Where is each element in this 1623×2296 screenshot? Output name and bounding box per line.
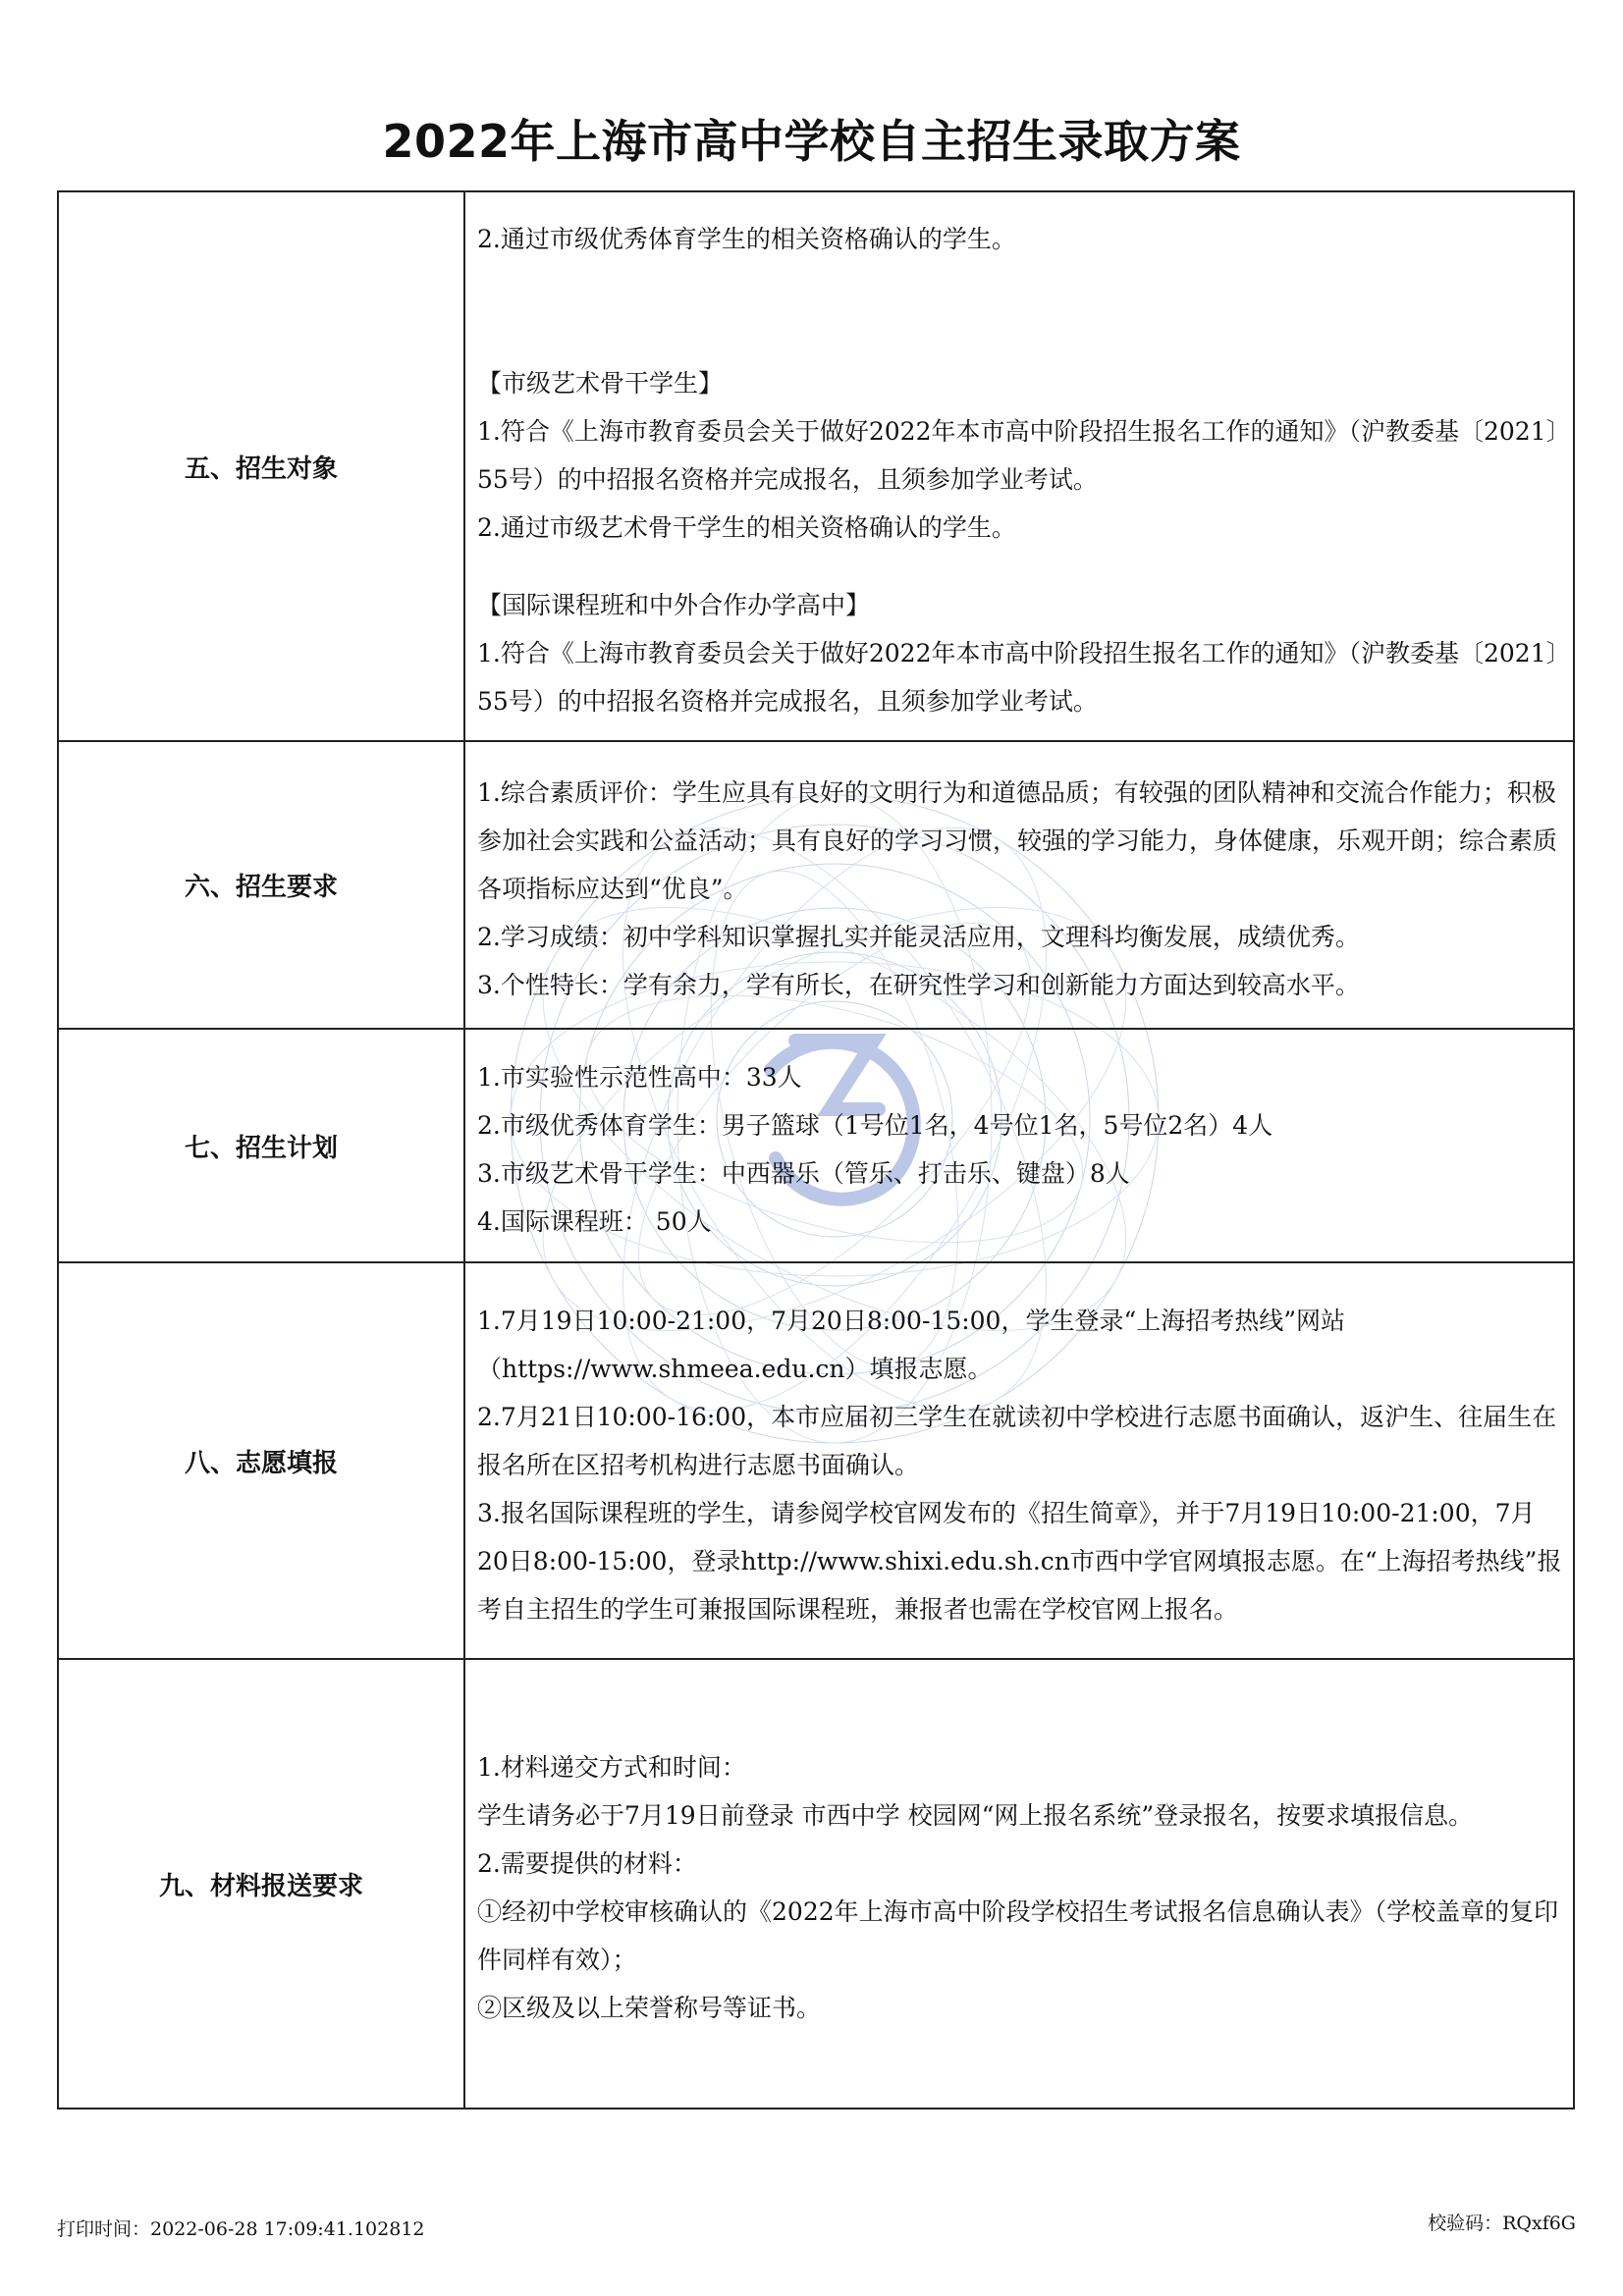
row-content (464, 1029, 1574, 1262)
content-line: 1.市实验性示范性高中：33人 (477, 1063, 802, 1092)
print-time: 打印时间：2022-06-28 17:09:41.102812 (57, 2218, 425, 2240)
blank-line (477, 263, 1565, 311)
row-content (464, 1659, 1574, 2109)
content-line: 1.符合《上海市教育委员会关于做好2022年本市高中阶段招生报名工作的通知》（沪教委基〔2021〕55号）的中招报名资格并完成报名，且须参加学业考试。 (477, 417, 1559, 494)
content-line: 3.个性特长：学有余力，学有所长，在研究性学习和创新能力方面达到较高水平。 (477, 971, 1360, 999)
table-row (58, 1029, 1574, 1262)
content-line: 1.7月19日10:00-21:00，7月20日8:00-15:00，学生登录“上海招考热线”网站（https://www.shmeea.edu.cn）填报志愿。 (477, 1306, 1346, 1383)
content-line: 4.国际课程班： 50人 (477, 1207, 712, 1236)
content-line: 学生请务必于7月19日前登录 市西中学 校园网“网上报名系统”登录报名，按要求填报信息。 (477, 1801, 1474, 1830)
table-row (58, 1262, 1574, 1659)
row-content (464, 191, 1574, 741)
content-line: 1.材料递交方式和时间： (477, 1753, 746, 1782)
content-line: 3.市级艺术骨干学生：中西器乐（管乐、打击乐、键盘）8人 (477, 1159, 1130, 1188)
row-content (464, 1262, 1574, 1659)
row-label: 五、招生对象 (58, 191, 464, 741)
content-line: 2.市级优秀体育学生：男子篮球（1号位1名，4号位1名，5号位2名）4人 (477, 1111, 1273, 1140)
row-label: 八、志愿填报 (58, 1262, 464, 1659)
content-line: ①经初中学校审核确认的《2022年上海市高中阶段学校招生考试报名信息确认表》（学校盖章的复印件同样有效）； (477, 1897, 1559, 1974)
document-title: 2022年上海市高中学校自主招生录取方案 (382, 115, 1241, 168)
content-line: 2.需要提供的材料： (477, 1849, 697, 1878)
row-label: 七、招生计划 (58, 1029, 464, 1262)
section-heading: 【市级艺术骨干学生】 (477, 369, 724, 398)
content-line: 2.学习成绩：初中学科知识掌握扎实并能灵活应用，文理科均衡发展，成绩优秀。 (477, 923, 1360, 951)
content-line: ②区级及以上荣誉称号等证书。 (477, 1994, 822, 2022)
section-heading: 【国际课程班和中外合作办学高中】 (477, 591, 871, 619)
blank-line (477, 552, 1565, 581)
content-line: 3.报名国际课程班的学生，请参阅学校官网发布的《招生简章》，并于7月19日10:00-21:00，7月20日8:00-15:00，登录http://www.shixi.edu.sh.cn市西中学官网填报志愿。在“上海招考热线”报考自主招生的学生可兼报国际课程班，兼报者也需在学校官网上报名。 (477, 1498, 1562, 1624)
content-line: 2.通过市级优秀体育学生的相关资格确认的学生。 (477, 225, 1016, 253)
content-line: 2.通过市级艺术骨干学生的相关资格确认的学生。 (477, 513, 1016, 542)
row-label: 六、招生要求 (58, 741, 464, 1029)
content-line: 1.综合素质评价：学生应具有良好的文明行为和道德品质；有较强的团队精神和交流合作能力；积极参加社会实践和公益活动；具有良好的学习习惯，较强的学习能力，身体健康，乐观开朗；综合素质各项指标应达到“优良”。 (477, 778, 1558, 903)
blank-line (477, 311, 1565, 359)
row-content (464, 741, 1574, 1029)
admission-plan-table (57, 190, 1575, 2109)
content-line: 1.符合《上海市教育委员会关于做好2022年本市高中阶段招生报名工作的通知》（沪教委基〔2021〕55号）的中招报名资格并完成报名，且须参加学业考试。 (477, 639, 1559, 716)
table-row (58, 1659, 1574, 2109)
check-code: 校验码：RQxf6G (1428, 2213, 1576, 2234)
table-row (58, 191, 1574, 741)
table-row (58, 741, 1574, 1029)
content-line: 2.7月21日10:00-16:00，本市应届初三学生在就读初中学校进行志愿书面确认，返沪生、往届生在报名所在区招考机构进行志愿书面确认。 (477, 1402, 1557, 1479)
row-label: 九、材料报送要求 (58, 1659, 464, 2109)
